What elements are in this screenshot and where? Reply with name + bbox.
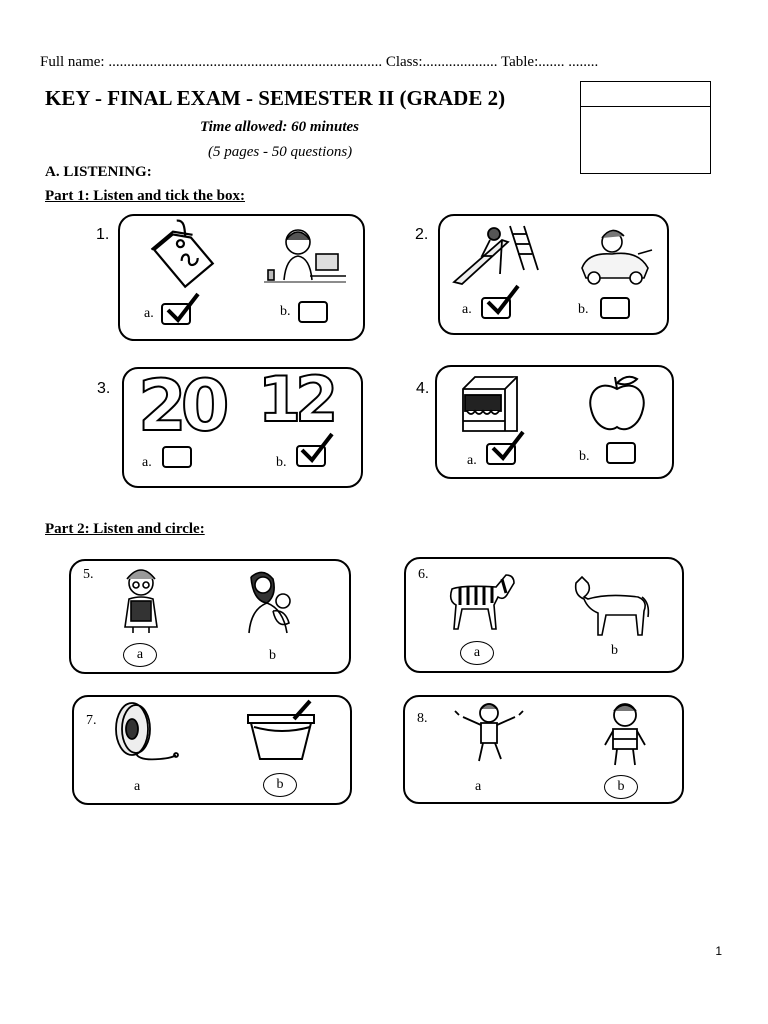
option-a-label: a. — [142, 455, 152, 470]
girl-at-computer-icon — [262, 224, 348, 288]
question-card-5 — [69, 559, 351, 674]
option-b-checkbox[interactable] — [606, 442, 636, 464]
question-card-4 — [435, 365, 674, 479]
jumping-boy-icon — [453, 701, 525, 767]
option-a-checkbox[interactable] — [162, 446, 192, 468]
option-b-checkbox[interactable] — [298, 301, 328, 323]
option-b-label: b. — [280, 304, 291, 319]
page-number: 1 — [715, 944, 722, 958]
checkmark-icon — [491, 430, 527, 464]
number-option-b: 12 — [258, 363, 333, 436]
question-number: 3. — [97, 380, 111, 397]
question-card-3 — [122, 363, 363, 488]
option-b-checkbox[interactable] — [600, 297, 630, 319]
student-info-line: Full name: ......................................................................... Class:.................... Table:....... ........ — [40, 54, 599, 70]
option-a-label: a. — [467, 453, 477, 468]
part2-title: Part 2: Listen and circle: — [45, 521, 205, 537]
part1-title: Part 1: Listen and tick the box: — [45, 188, 245, 204]
pages-info: (5 pages - 50 questions) — [208, 144, 353, 160]
option-b-label[interactable]: b — [269, 648, 276, 663]
option-a-label: a. — [462, 302, 472, 317]
zebra-icon — [446, 569, 518, 631]
checkmark-icon — [166, 292, 202, 326]
grandmother-icon — [111, 565, 171, 635]
score-box — [580, 81, 711, 174]
question-card-1 — [118, 214, 365, 341]
option-b-label: b. — [578, 302, 589, 317]
option-a-label[interactable]: a — [134, 779, 141, 794]
yogurt-icon — [246, 701, 320, 765]
cow-icon — [572, 569, 652, 631]
section-a-heading: A. LISTENING: — [45, 164, 152, 180]
question-number: 6. — [418, 567, 429, 582]
option-b-circled[interactable]: b — [604, 775, 638, 799]
question-card-7 — [72, 695, 352, 805]
question-card-8 — [403, 695, 684, 804]
yoyo-icon — [110, 699, 180, 763]
question-number: 1. — [96, 226, 110, 243]
question-card-2 — [438, 214, 669, 335]
question-number: 7. — [86, 713, 97, 728]
mother-and-baby-icon — [239, 567, 309, 635]
exam-title: KEY - FINAL EXAM - SEMESTER II (GRADE 2) — [45, 86, 506, 110]
price-tag-icon — [152, 224, 212, 288]
score-box-divider — [581, 106, 710, 107]
checkmark-icon — [486, 284, 522, 318]
question-number: 5. — [83, 567, 94, 582]
option-b-label[interactable]: b — [611, 643, 618, 658]
option-a-circled[interactable]: a — [460, 641, 494, 665]
checkmark-icon — [300, 432, 336, 466]
number-option-a: 20 — [138, 365, 224, 447]
slide-icon — [452, 220, 538, 286]
question-number: 4. — [416, 380, 430, 397]
question-number: 2. — [415, 226, 429, 243]
question-card-6 — [404, 557, 684, 673]
option-b-label: b. — [579, 449, 590, 464]
option-b-label: b. — [276, 455, 287, 470]
milk-carton-icon — [457, 375, 521, 435]
question-number: 8. — [417, 711, 428, 726]
time-allowed: Time allowed: 60 minutes — [200, 119, 360, 135]
standing-boy-icon — [593, 701, 657, 767]
option-a-circled[interactable]: a — [123, 643, 157, 667]
option-a-label[interactable]: a — [475, 779, 482, 794]
apple-icon — [585, 373, 649, 433]
option-b-circled[interactable]: b — [263, 773, 297, 797]
toy-car-icon — [576, 222, 656, 286]
option-a-label: a. — [144, 306, 154, 321]
